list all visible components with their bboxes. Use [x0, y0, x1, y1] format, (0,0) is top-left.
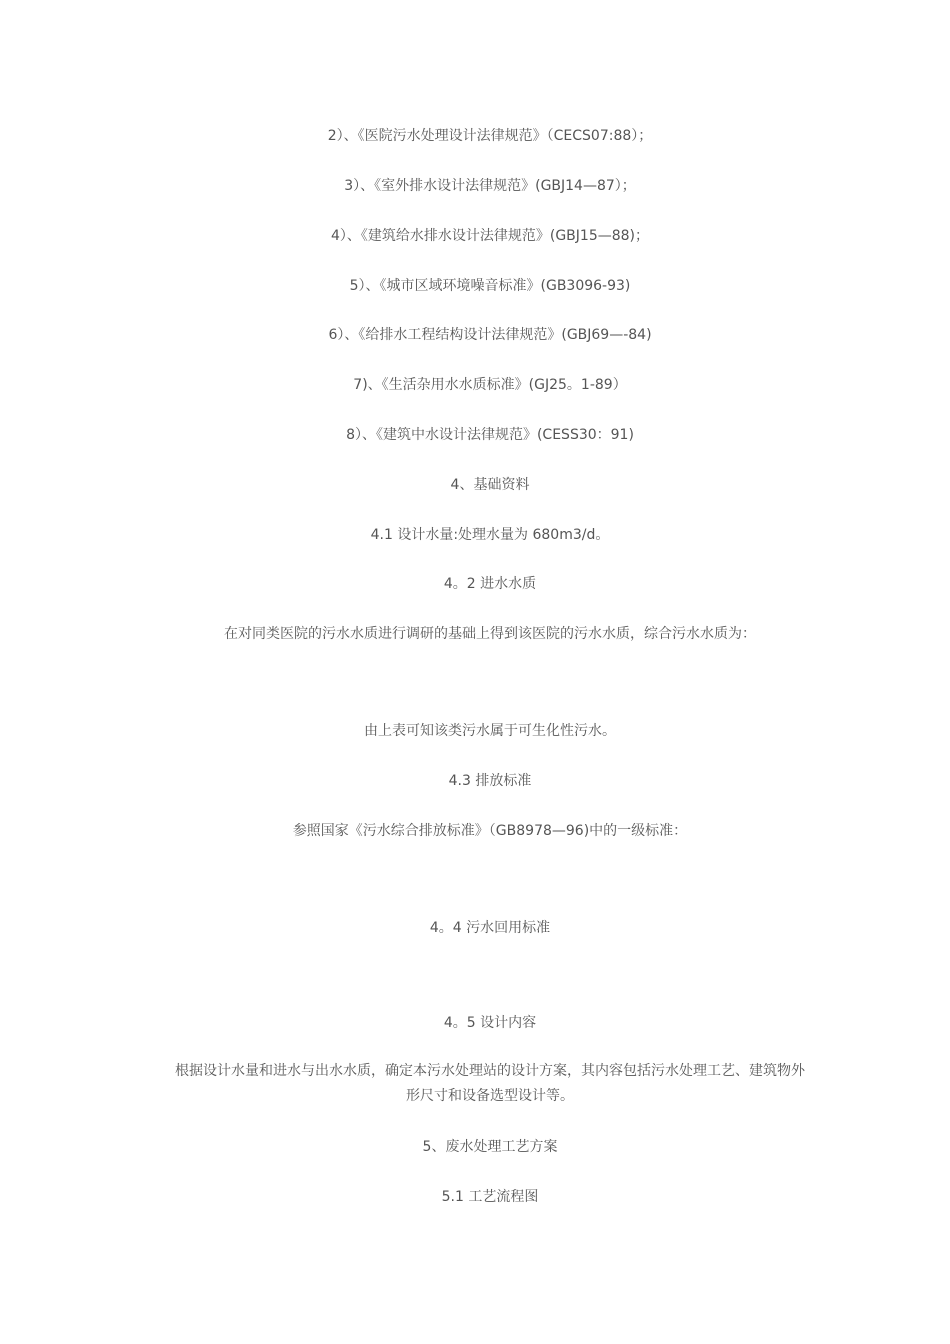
body-text: 在对同类医院的污水水质进行调研的基础上得到该医院的污水水质，综合污水水质为：: [224, 626, 756, 642]
body-paragraph: 根据设计水量和进水与出水水质，确定本污水处理站的设计方案，其内容包括污水处理工艺、建筑物外形尺寸和设备选型设计等。: [175, 1063, 805, 1104]
reference-item: 2）、《医院污水处理设计法律规范》（CECS07:88）；: [327, 128, 653, 144]
reference-item: 4）、《建筑给水排水设计法律规范》(GBJ15—88)；: [330, 228, 650, 244]
reference-item: 3）、《室外排水设计法律规范》(GBJ14—87）；: [344, 178, 636, 194]
design-flow-text: 4.1 设计水量:处理水量为 680m3/d。: [370, 527, 610, 543]
subsection-heading: 4.3 排放标准: [448, 773, 532, 789]
body-text: 由上表可知该类污水属于可生化性污水。: [364, 723, 616, 739]
reference-item: 5）、《城市区域环境噪音标准》(GB3096-93): [349, 278, 631, 294]
subsection-heading: 4。2 进水水质: [443, 576, 537, 592]
section-heading: 5、废水处理工艺方案: [422, 1139, 558, 1155]
subsection-heading: 5.1 工艺流程图: [441, 1189, 539, 1205]
subsection-heading: 4。4 污水回用标准: [429, 920, 551, 936]
subsection-heading: 4。5 设计内容: [443, 1015, 537, 1031]
section-heading: 4、基础资料: [450, 477, 530, 493]
reference-item: 6）、《给排水工程结构设计法律规范》(GBJ69—-84): [328, 327, 652, 343]
reference-item: 7)、《生活杂用水水质标准》(GJ25。1-89）: [353, 377, 627, 393]
reference-item: 8）、《建筑中水设计法律规范》(CESS30：91): [346, 427, 634, 443]
body-text: 参照国家《污水综合排放标准》（GB8978—96)中的一级标准：: [292, 823, 688, 839]
